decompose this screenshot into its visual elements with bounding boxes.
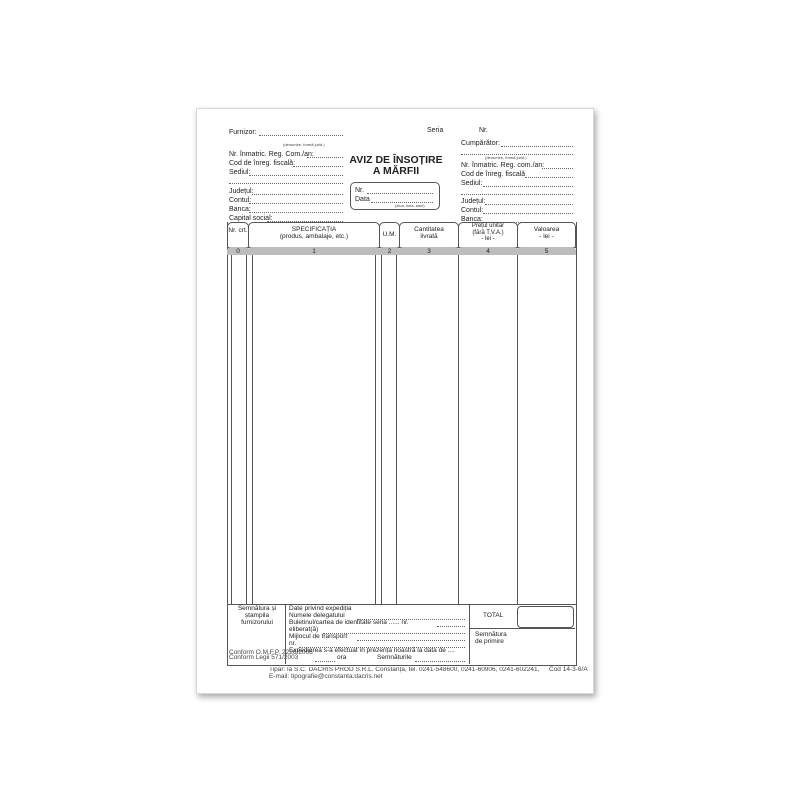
body-sep-cant-pret [458,255,459,604]
invoice-form-sheet [196,108,594,694]
col-number-0: 0 [236,248,240,255]
box-number-label: Nr. [355,187,364,194]
body-col-spec[interactable] [252,255,376,604]
supplier-address-line-2[interactable] [229,183,343,184]
col-number-1: 1 [312,248,316,255]
transport-label: Mijlocul de transport [289,633,348,640]
supplier-account-label: Contul: [229,197,252,204]
buyer-address-label: Sediul: [461,180,483,187]
buyer-line[interactable] [501,146,573,147]
supplier-address-label: Sediul: [229,169,251,176]
id-card-label: Buletinul/cartea de identitate seria ...... nr. [289,619,409,626]
buyer-account-line[interactable] [483,213,573,214]
col-cant-label [399,226,459,240]
supplier-label: Furnizor: [229,129,257,136]
box-number-line[interactable] [367,193,433,194]
col-nr-label: Nr. crt. [228,227,248,234]
time-line[interactable] [315,661,335,662]
col-spec-label [248,226,380,240]
col-pret-label-2: (fără T.V.A.) [472,229,504,236]
footer-total-sep [469,628,575,629]
supplier-capital-label: Capital social: [229,215,273,222]
document-title-line-1: AVIZ DE ÎNSOȚIRE [349,154,443,166]
transport-nr-label: nr. [289,640,297,647]
col-spec-label-1: SPECIFICAȚIA [291,226,337,233]
delegate-name-label: Numele delegatului [289,612,345,619]
buyer-account-label: Contul: [461,207,484,214]
body-col-um[interactable] [381,255,397,604]
col-number-2: 2 [387,248,392,255]
shipping-presence-label: Expedierea s-a efectuat în prezența noastră la data de .... [289,647,455,654]
document-title [345,155,447,177]
col-cant-label-1: Cantitatea [414,226,444,233]
buyer-reg-label: Nr. înmatric. Reg. com./an: [461,162,545,169]
col-val-label-2: - lei - [539,233,554,241]
supplier-signature-line-2: ștampila [244,611,270,619]
col-val-label [517,226,576,240]
supplier-county-line[interactable] [252,194,343,195]
approval-note-2: Conform Legii 571/2003 [229,654,299,661]
supplier-signature-line-1: Semnătura și [237,605,277,612]
receipt-signature-line-1: Semnătura [475,631,507,638]
col-cant-label-2: livrată [420,233,438,241]
supplier-fiscal-label: Cod de înreg. fiscală: [229,160,296,167]
col-spec-label-2: (produs, ambalaje, etc.) [279,233,349,241]
supplier-address-line[interactable] [249,175,343,176]
receipt-signature-label [475,632,507,646]
col-pret-label [458,223,518,243]
footer-sep-2 [469,604,470,664]
box-date-hint: (ziua, luna, anul) [395,203,425,208]
supplier-reg-label: Nr. înmatric. Reg. Com./an: [229,151,314,158]
col-number-3: 3 [427,248,431,255]
total-label: TOTAL [483,612,504,619]
col-header-nr [227,222,249,248]
supplier-reg-line[interactable] [307,157,343,158]
supplier-county-label: Județul: [229,188,254,195]
supplier-bank-label: Banca: [229,206,251,213]
buyer-fiscal-line[interactable] [525,177,573,178]
supplier-legal-form-hint: (denumire, formă jurid.) [283,142,325,147]
buyer-reg-line[interactable] [542,168,573,169]
buyer-address-line[interactable] [483,186,573,187]
number-date-box [350,182,440,210]
buyer-legal-form-hint: (denumire, formă jurid.) [485,155,527,160]
box-date-label: Data [355,196,370,203]
col-um-label: U.M. [382,231,397,238]
series-label: Seria [427,127,444,134]
document-title-line-2: A MĂRFII [372,165,420,178]
supplier-signature-line-3: furnizorului [241,618,273,626]
total-value-box[interactable] [517,606,574,628]
buyer-label: Cumpărător: [461,140,500,147]
body-col-nr[interactable] [231,255,247,604]
number-label: Nr. [479,127,488,134]
supplier-bank-line[interactable] [249,212,343,213]
col-number-4: 4 [486,248,490,255]
form-code: Cod 14-3-6/A [549,666,588,673]
buyer-county-line[interactable] [485,204,573,205]
issued-by-label: eliberat(ă) [289,626,319,633]
col-pret-label-1: Prețul unitar [471,223,505,229]
buyer-bank-label: Banca: [461,216,483,223]
supplier-line[interactable] [259,135,343,136]
shipping-data-label: Date privind expediția [289,605,352,612]
printer-note: Tipar: la S.C. DACRIS PROD S.R.L. Constanța, tel. 0241-548600, 0241-60906, 0241-602241, E-mail: tipografie@constanta.dacris.net [269,667,540,680]
supplier-fiscal-line[interactable] [293,166,343,167]
signatures-line[interactable] [415,661,465,662]
supplier-signature-label [229,606,285,626]
approval-note-1: Conform O.M.F.P. 2226/2006 [229,649,313,656]
buyer-address-line-2[interactable] [461,194,573,195]
id-card-line[interactable] [437,626,465,627]
col-val-label-1: Valoarea [533,226,560,233]
supplier-account-line[interactable] [249,203,343,204]
buyer-fiscal-label: Cod de înreg. fiscală [461,171,526,178]
transport-line[interactable] [357,640,465,641]
time-label: ora [337,654,347,661]
buyer-county-label: Județul: [461,198,486,205]
signatures-label: Semnăturile [377,654,412,661]
body-sep-pret-val [517,255,518,604]
col-number-5: 5 [544,248,549,255]
receipt-signature-line-2: de primire [475,637,504,645]
col-pret-label-3: - lei - [481,236,495,243]
